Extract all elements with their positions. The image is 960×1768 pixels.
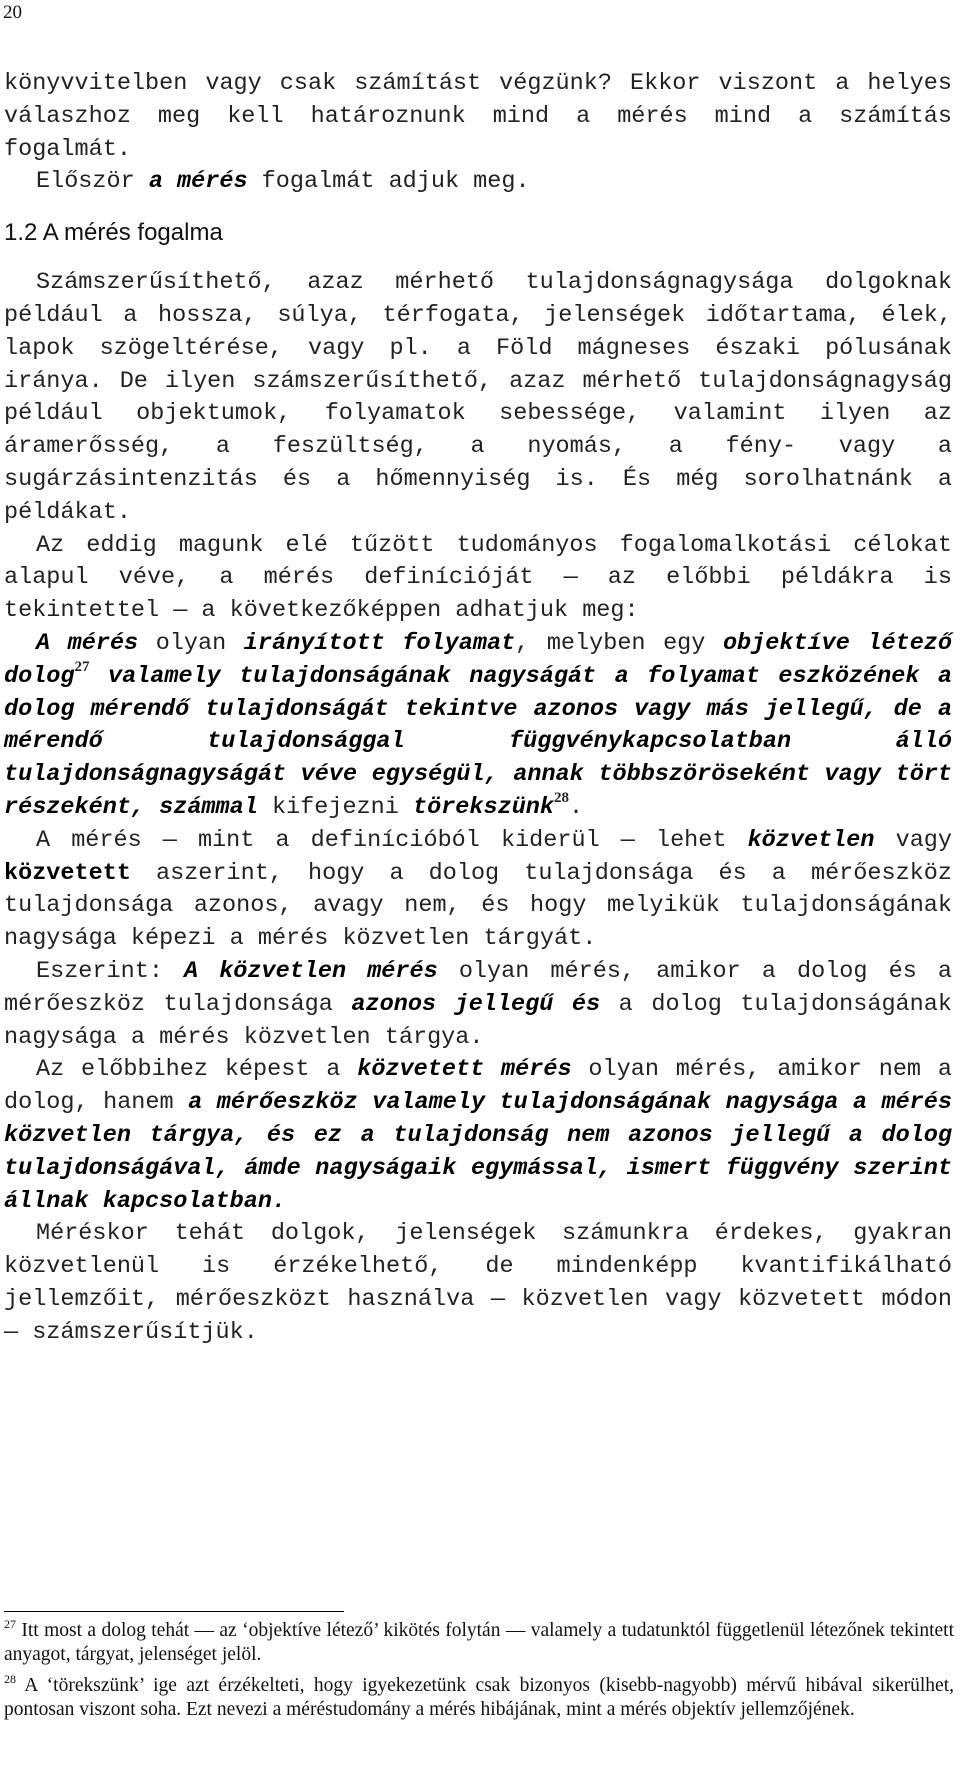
para5-bold-1: közvetett mérés (357, 1056, 572, 1084)
para3-bold-2: közvetett (4, 859, 131, 887)
para3-text-2: vagy (874, 826, 952, 854)
footnote-28-text: A ‘törekszünk’ ige azt érzékelteti, hogy igyekezetünk csak bizonyos (kisebb-nagyobb) mérvű hibával sikerülhet, pontosan viszont soha. Ezt nevezi a méréstudomány a mérés hibájának, mint a mérés objektív jellemzőjének. (4, 1674, 954, 1720)
para4-text-2: olyan mérés, amikor a dolog és a mérőeszköz tulajdonsága (4, 957, 952, 1018)
para4-bold-1: A közvetlen mérés (184, 957, 438, 985)
section-heading: 1.2 A mérés fogalma (4, 219, 223, 247)
footnote-27 (4, 1619, 954, 1668)
definition-text-1: olyan (138, 629, 244, 657)
para4-text-3: a dolog tulajdonságának nagysága a mérés közvetlen tárgya. (4, 990, 952, 1051)
footnotes (4, 1619, 954, 1728)
para4-text-1: Eszerint: (36, 957, 185, 985)
footnote-28-number: 28 (4, 1671, 16, 1686)
intro-second-pre: Először (36, 168, 149, 196)
definition-bold-3: valamely tulajdonságának nagyságát a folyamat eszközének a dolog mérendő tulajdonságát tekintve azonos vagy más jellegű, de a mérendő tulajdonsággal függvénykapcsolatban álló tulajdonságnagyságát véve egységül, annak többszöröseként vagy tört részeként, számmal (4, 662, 952, 821)
footnote-ref-28: 28 (554, 789, 570, 806)
para3-text-3: aszerint, hogy a dolog tulajdonsága és a mérőeszköz tulajdonsága azonos, avagy nem, és hogy melyikük tulajdonságának nagysága képezi a mérés közvetlen tárgyát. (4, 859, 952, 953)
para3-bold-1: közvetlen (747, 826, 875, 854)
footnote-28 (4, 1671, 954, 1723)
paragraph-direct-indirect (4, 825, 952, 956)
definition-bold-1: irányított folyamat (243, 629, 516, 657)
definition-text-4: . (569, 793, 584, 821)
paragraph-summary: Méréskor tehát dolgok, jelenségek számunkra érdekes, gyakran közvetlenül is érzékelhető, de mindenképp kvantifikálható jellemzőit, mérőeszközt használva — közvetlen vagy közvetett módon — számszerűsítjük. (4, 1220, 952, 1346)
definition-bold-4: törekszünk (412, 793, 555, 821)
footnote-ref-27: 27 (74, 658, 90, 675)
definition-text-2: , melyben egy (515, 629, 723, 657)
intro-second-post: fogalmát adjuk meg. (247, 168, 530, 196)
definition-bold-2: objektíve létező dolog (4, 629, 953, 690)
paragraph-definition-intro: Az eddig magunk elé tűzött tudományos fogalomalkotási célokat alapul véve, a mérés definícióját — az előbbi példákra is tekintettel — a következőképpen adhatjuk meg: (4, 531, 952, 625)
paragraph-indirect-measurement (4, 1054, 952, 1218)
footnote-separator (4, 1611, 344, 1612)
intro-second-line (4, 166, 952, 199)
intro-second-bold: a mérés (148, 168, 248, 196)
para5-text-1: Az előbbihez képest a (36, 1056, 358, 1084)
para3-text-1: A mérés — mint a definícióból kiderül — lehet (36, 826, 748, 854)
para5-bold-2: a mérőeszköz valamely tulajdonságának nagysága a mérés közvetlen tárgya, és ez a tulajdonság nem azonos jellegű a dolog tulajdonságával, ámde nagyságaik egymással, ismert függvény szerint állnak kapcsolatban. (4, 1089, 952, 1215)
paragraph-examples: Számszerűsíthető, azaz mérhető tulajdonságnagysága dolgoknak például a hossza, súlya, térfogata, jelenségek időtartama, élek, lapok szögeltérése, vagy pl. a Föld mágneses északi pólusának iránya. De ilyen számszerűsíthető, azaz mérhető tulajdonságnagyság például objektumok, folyamatok sebessége, valamint ilyen az áramerősség, a feszültség, a nyomás, a fény- vagy a sugárzásintenzitás és a hőmennyiség is. És még sorolhatnánk a példákat. (4, 269, 952, 526)
para5-text-2: olyan mérés, amikor nem a dolog, hanem (4, 1056, 952, 1117)
page-number: 20 (3, 2, 22, 23)
footnote-27-text: Itt most a dolog tehát — az ‘objektíve létező’ kikötés folytán — valamely a tudatunktól függetlenül létezőnek tekintett anyagot, tárgyat, jelenséget jelöl. (4, 1620, 954, 1666)
definition-text-3: kifejezni (257, 793, 413, 821)
definition-paragraph (4, 628, 952, 825)
paragraph-direct-measurement (4, 956, 952, 1054)
definition-term: A mérés (36, 629, 139, 657)
intro-paragraph: könyvvitelben vagy csak számítást végzünk? Ekkor viszont a helyes válaszhoz meg kell határoznunk mind a mérés mind a számítás fogalmát. (4, 70, 952, 163)
para4-bold-2: azonos jellegű és (351, 990, 601, 1018)
main-content (4, 68, 952, 1349)
footnote-27-number: 27 (4, 1617, 16, 1631)
